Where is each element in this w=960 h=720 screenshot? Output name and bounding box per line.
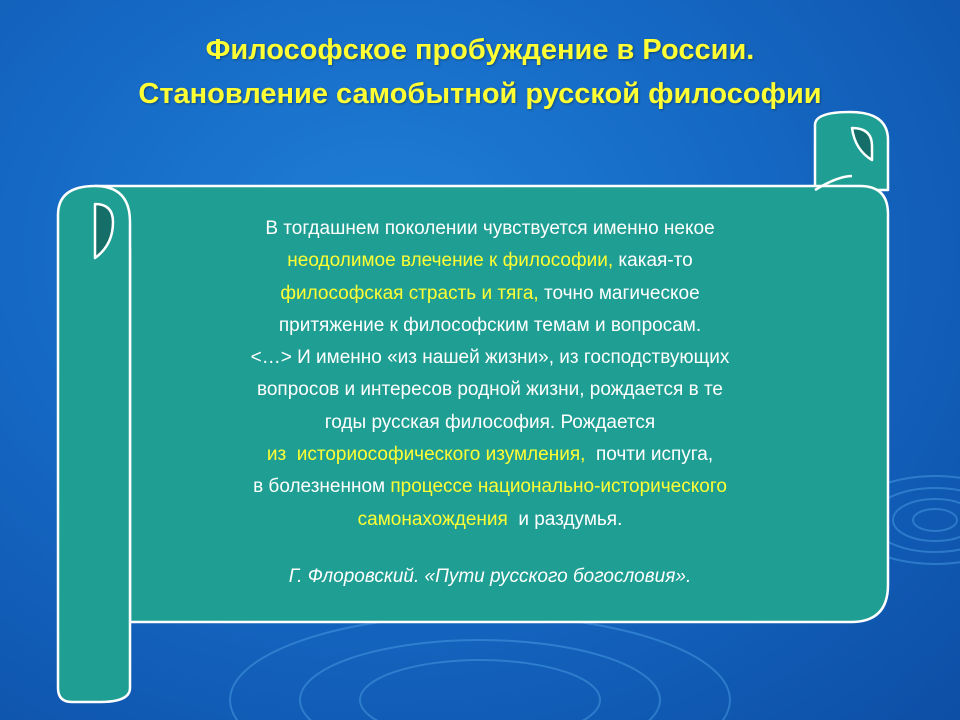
quote-line-10: самонахождения и раздумья. <box>357 508 623 530</box>
quote-line-9: в болезненном процессе национально-исторического <box>253 476 727 498</box>
highlight-text: неодолимое влечение к философии, <box>287 250 614 272</box>
highlight-text: самонахождения <box>357 508 508 530</box>
highlight-text: процессе национально-исторического <box>390 476 727 498</box>
quote-line-7: годы русская философия. Рождается <box>324 411 656 433</box>
quote-line-6: вопросов и интересов родной жизни, рождается в те <box>256 379 724 401</box>
quote-line-8: из историософического изумления, почти испуга, <box>266 444 714 466</box>
highlight-text: из историософического изумления, <box>266 444 586 466</box>
title-line-1: Философское пробуждение в России. <box>205 34 755 66</box>
scroll-top-roll <box>815 112 888 190</box>
title-line-2: Становление самобытной русской философии <box>138 78 822 110</box>
quote-text <box>140 213 840 536</box>
highlight-text: философская страсть и тяга, <box>280 282 539 304</box>
quote-citation: Г. Флоровский. «Пути русского богословия». <box>288 566 692 587</box>
quote-line-4: притяжение к философским темам и вопросам. <box>278 314 702 336</box>
scroll-left-roll <box>58 186 130 702</box>
quote-line-1: В тогдашнем поколении чувствуется именно некое <box>265 218 715 239</box>
quote-line-3: философская страсть и тяга, точно магическое <box>280 282 700 304</box>
quote-line-5: <…> И именно «из нашей жизни», из господствующих <box>250 347 730 369</box>
quote-line-2: неодолимое влечение к философии, какая-то <box>287 250 693 272</box>
